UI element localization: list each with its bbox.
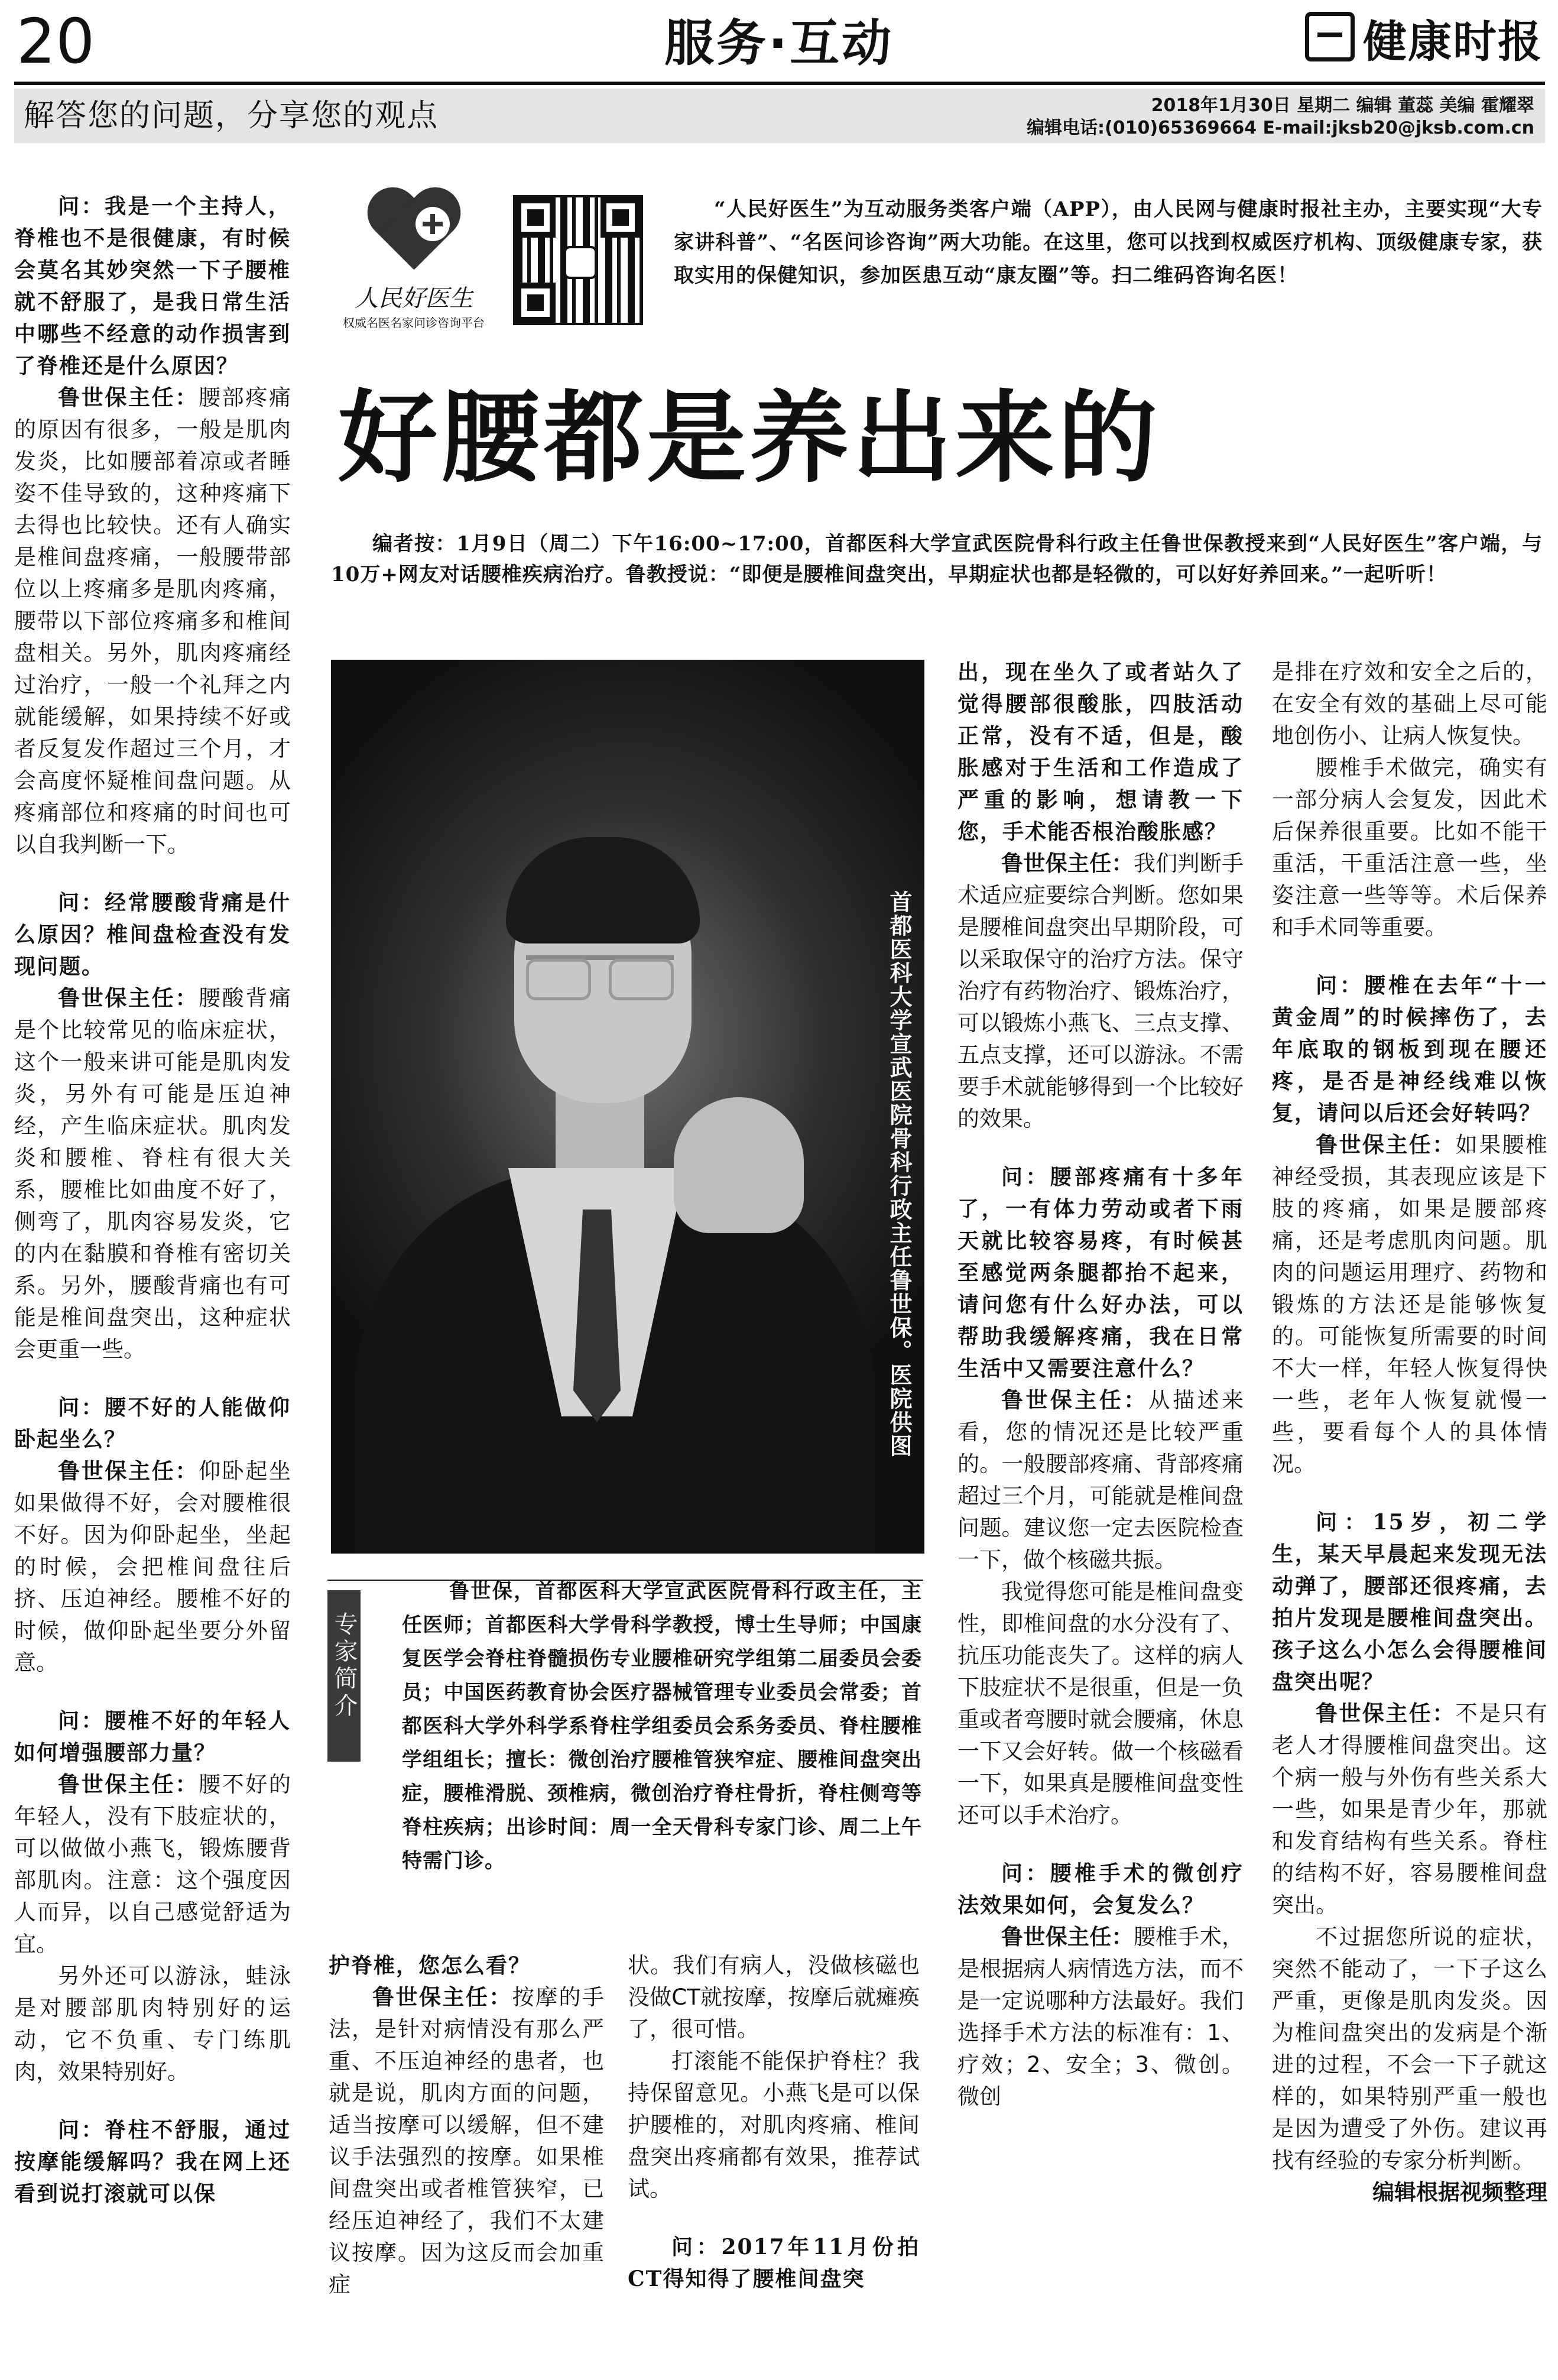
answer-paragraph <box>1272 1698 1547 1921</box>
app-name: 人民好医生 <box>355 285 473 312</box>
editor-note: 编者按：1月9日（周二）下午16:00~17:00，首都医科大学宣武医院骨科行政主任鲁世保教授来到“人民好医生”客户端，与10万+网友对话腰椎疾病治疗。鲁教授说：“即便是腰椎间盘突出，早期症状也都是轻微的，可以好好养回来。”一起听听！ <box>331 532 1543 586</box>
qr-code-icon <box>513 195 643 325</box>
answer-speaker: 鲁世保主任： <box>58 985 199 1011</box>
answer-speaker: 鲁世保主任： <box>372 1985 512 2010</box>
body-paragraph: 腰椎手术做完，确实有一部分病人会复发，因此术后保养很重要。比如不能干重活，干重活注意一些，坐姿注意一些等等。术后保养和手术同等重要。 <box>1272 755 1547 940</box>
date-editors: 2018年1月30日 星期二 编辑 董蕊 美编 霍耀翠 <box>1151 95 1534 116</box>
answer-paragraph <box>14 983 291 1366</box>
answer-text: 仰卧起坐如果做得不好，会对腰椎很不好。因为仰卧起坐，坐起的时候，会把椎间盘往后挤、压迫神经。腰椎不好的时候，做仰卧起坐要分外留意。 <box>14 1458 291 1675</box>
slogan: 解答您的问题，分享您的观点 <box>24 98 439 134</box>
expert-tag <box>327 1590 361 1762</box>
expert-bio: 鲁世保，首都医科大学宣武医院骨科行政主任，主任医师；首都医科大学骨科学教授，博士生导师；中国康复医学会脊柱脊髓损伤专业腰椎研究学组第二届委员会委员；中国医药教育协会医疗器械管理专业委员会常委；首都医科大学外科学系脊柱学组委员会系务委员、脊柱腰椎学组组长；擅长：微创治疗腰椎管狭窄症、腰椎间盘突出症，腰椎滑脱、颈椎病，微创治疗脊柱骨折，脊柱侧弯等脊柱疾病；出诊时间：周一全天骨科专家门诊、周二上午特需门诊。 <box>402 1580 922 1873</box>
question-paragraph: 问：脊柱不舒服，通过按摩能缓解吗？我在网上还看到说打滚就可以保 <box>14 2118 291 2206</box>
answer-text: 从描述来看，您的情况还是比较严重的。一般腰部疼痛、背部疼痛超过三个月，可能就是椎间盘问题。建议您一定去医院检查一下，做个核磁共振。 <box>957 1387 1244 1572</box>
answer-speaker: 鲁世保主任： <box>1316 1132 1456 1157</box>
question-paragraph: 问：腰不好的人能做仰卧起坐么？ <box>14 1395 291 1452</box>
masthead-logo-icon <box>1305 12 1355 61</box>
doctor-photo <box>331 660 924 1554</box>
answer-text: 腰酸背痛是个比较常见的临床症状，这个一般来讲可能是肌肉发炎，另外有可能是压迫神经，产生临床症状。肌肉发炎和腰椎、脊柱有很大关系，腰椎比如曲度不好了，侧弯了，肌肉容易发炎，它的内在黏膜和脊椎有密切关系。另外，腰酸背痛也有可能是椎间盘突出，这种症状会更重一些。 <box>14 985 291 1362</box>
column-1 <box>14 190 291 2210</box>
masthead <box>1305 12 1543 72</box>
question-paragraph: 问：2017年11月份拍CT得知得了腰椎间盘突 <box>628 2235 920 2291</box>
answer-text: 如果腰椎神经受损，其表现应该是下肢的疼痛，如果是腰部疼痛，还是考虑肌肉问题。肌肉的问题运用理疗、药物和锻炼的方法还是能够恢复的。可能恢复所需要的时间不大一样，年轻人恢复得快一些，老年人恢复就慢一些，要看每个人的具体情况。 <box>1272 1132 1548 1477</box>
question-paragraph: 出，现在坐久了或者站久了觉得腰部很酸胀，四肢活动正常，没有不适，但是，酸胀感对于生活和工作造成了严重的影响，想请教一下您，手术能否根治酸胀感？ <box>957 660 1244 844</box>
masthead-name: 健康时报 <box>1363 17 1543 67</box>
answer-speaker: 鲁世保主任： <box>1316 1701 1456 1726</box>
contact-line: 编辑电话:(010)65369664 E-mail:jksb20@jksb.com.cn <box>1027 118 1534 138</box>
article-signoff: 编辑根据视频整理 <box>1372 2180 1547 2205</box>
answer-paragraph <box>1272 1129 1547 1480</box>
answer-paragraph <box>329 1982 604 2301</box>
article-headline: 好腰都是养出来的 <box>338 379 1161 496</box>
column-2 <box>329 1950 604 2301</box>
app-tagline: 权威名医名家问诊咨询平台 <box>343 316 485 330</box>
body-paragraph: 我觉得您可能是椎间盘变性，即椎间盘的水分没有了、抗压功能丧失了。这样的病人下肢症状不是很重，但是一负重或者弯腰时就会腰痛，休息一下又会好转。做一个核磁看一下，如果真是腰椎间盘变性还可以手术治疗。 <box>957 1579 1244 1828</box>
app-promo-text: “人民好医生”为互动服务类客户端（APP），由人民网与健康时报社主办，主要实现“大专家讲科普”、“名医问诊咨询”两大功能。在这里，您可以找到权威医疗机构、顶级健康专家，获取实用的保健知识，参加医患互动“康友圈”等。扫二维码咨询名医！ <box>674 197 1543 287</box>
photo-caption: 首都医科大学宣武医院骨科行政主任鲁世保。医院供图 <box>886 890 913 1458</box>
answer-text: 按摩的手法，是针对病情没有那么严重、不压迫神经的患者，也就是说，肌肉方面的问题，适当按摩可以缓解，但不建议手法强烈的按摩。如果椎间盘突出或者椎管狭窄，已经压迫神经了，我们不太建议按摩。因为这反而会加重症 <box>329 1985 605 2297</box>
expert-tag-label: 专家简介 <box>330 1611 358 1720</box>
answer-paragraph <box>957 1921 1244 2113</box>
body-paragraph: 不过据您所说的症状，突然不能动了，一下子这么严重，更像是肌肉发炎。因为椎间盘突出的发病是个渐进的过程，不会一下子就这样的，如果特别严重一般也是因为遭受了外伤。建议再找有经验的专家分析判断。 <box>1272 1924 1547 2173</box>
column-4 <box>957 656 1244 2113</box>
question-paragraph: 问：经常腰酸背痛是什么原因？椎间盘检查没有发现问题。 <box>14 890 291 979</box>
question-paragraph: 问：腰椎在去年“十一黄金周”的时候摔伤了，去年底取的钢板到现在腰还疼，是否是神经线难以恢复，请问以后还会好转吗？ <box>1272 973 1547 1126</box>
answer-paragraph <box>957 1384 1244 1576</box>
answer-paragraph <box>14 1455 291 1679</box>
answer-speaker: 鲁世保主任： <box>1001 1924 1134 1950</box>
question-paragraph: 问：15岁，初二学生，某天早晨起来发现无法动弹了，腰部还很疼痛，去拍片发现是腰椎间盘突出。孩子这么小怎么会得腰椎间盘突出呢？ <box>1272 1510 1547 1694</box>
page-number: 20 <box>17 5 95 77</box>
column-5 <box>1272 656 1547 2209</box>
body-paragraph: 是排在疗效和安全之后的，在安全有效的基础上尽可能地创伤小、让病人恢复快。 <box>1272 659 1547 748</box>
app-logo <box>343 189 485 343</box>
answer-speaker: 鲁世保主任： <box>58 385 199 410</box>
question-paragraph: 问：腰椎手术的微创疗法效果如何，会复发么？ <box>957 1861 1244 1918</box>
question-paragraph: 问：腰椎不好的年轻人如何增强腰部力量？ <box>14 1708 291 1765</box>
answer-text: 我们判断手术适应症要综合判断。您如果是腰椎间盘突出早期阶段，可以采取保守的治疗方法。保守治疗有药物治疗、锻炼治疗，可以锻炼小燕飞、三点支撑、五点支撑，还可以游泳。不需要手术就能够得到一个比较好的效果。 <box>957 851 1244 1131</box>
answer-paragraph <box>957 848 1244 1135</box>
heart-plus-icon <box>363 189 464 278</box>
question-paragraph: 问：腰部疼痛有十多年了，一有体力劳动或者下雨天就比较容易疼，有时候甚至感觉两条腿都抬不起来，请问您有什么好办法，可以帮助我缓解疼痛，我在日常生活中又需要注意什么？ <box>957 1165 1244 1381</box>
column-3 <box>628 1950 920 2295</box>
answer-text: 腰椎手术，是根据病人病情选方法，而不是一定说哪种方法最好。我们选择手术方法的标准有：1、疗效；2、安全；3、微创。微创 <box>957 1924 1244 2109</box>
answer-speaker: 鲁世保主任： <box>1001 851 1134 876</box>
section-title: 服务·互动 <box>664 14 894 72</box>
answer-text: 腰部疼痛的原因有很多，一般是肌肉发炎，比如腰部着凉或者睡姿不佳导致的，这种疼痛下去得也比较快。还有人确实是椎间盘疼痛，一般腰带部位以上疼痛多是肌肉疼痛，腰带以下部位疼痛多和椎间盘相关。另外，肌肉疼痛经过治疗，一般一个礼拜之内就能缓解，如果持续不好或者反复发作超过三个月，才会高度怀疑椎间盘问题。从疼痛部位和疼痛的时间也可以自我判断一下。 <box>14 385 291 857</box>
answer-paragraph <box>14 1769 291 1960</box>
answer-paragraph <box>14 382 291 861</box>
question-paragraph: 问：我是一个主持人，脊椎也不是很健康，有时候会莫名其妙突然一下子腰椎就不舒服了，是我日常生活中哪些不经意的动作损害到了脊椎还是什么原因？ <box>14 194 291 378</box>
question-paragraph: 护脊椎，您怎么看？ <box>329 1953 531 1978</box>
answer-speaker: 鲁世保主任： <box>1001 1387 1148 1413</box>
body-paragraph: 打滚能不能保护脊柱？我持保留意见。小燕飞是可以保护腰椎的，对肌肉疼痛、椎间盘突出疼痛都有效果，推荐试试。 <box>628 2048 920 2201</box>
answer-text: 腰不好的年轻人，没有下肢症状的，可以做做小燕飞，锻炼腰背部肌肉。注意：这个强度因人而异，以自己感觉舒适为宜。 <box>14 1772 291 1957</box>
answer-text: 不是只有老人才得腰椎间盘突出。这个病一般与外伤有些关系大一些，如果是青少年，那就和发育结构有些关系。脊柱的结构不好，容易腰椎间盘突出。 <box>1272 1701 1548 1918</box>
answer-speaker: 鲁世保主任： <box>58 1458 199 1484</box>
answer-speaker: 鲁世保主任： <box>58 1772 199 1797</box>
body-paragraph: 状。我们有病人，没做核磁也没做CT就按摩，按摩后就瘫痪了，很可惜。 <box>628 1953 920 2042</box>
body-paragraph: 另外还可以游泳，蛙泳是对腰部肌肉特别好的运动，它不负重、专门练肌肉，效果特别好。 <box>14 1963 291 2084</box>
header-rule <box>14 82 1545 85</box>
